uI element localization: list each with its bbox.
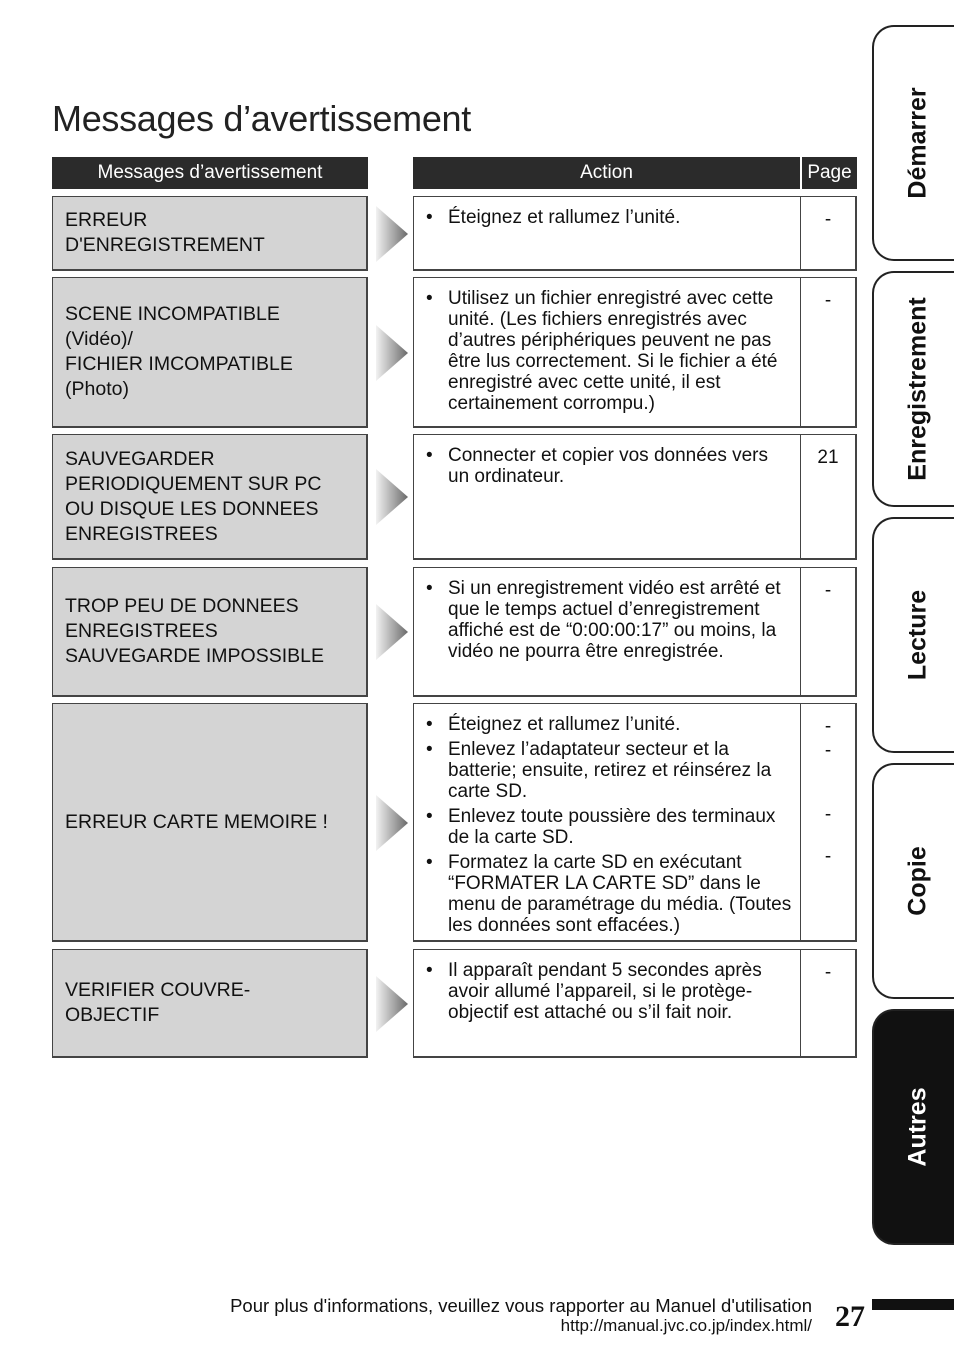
tab-demarrer[interactable] — [872, 25, 954, 261]
bullet-icon: • — [426, 445, 433, 466]
action-item — [424, 739, 793, 802]
message-line: ENREGISTREES — [65, 522, 218, 545]
bullet-icon: • — [426, 288, 433, 309]
arrow-right-icon — [374, 323, 410, 383]
page-cell — [800, 277, 857, 428]
tab-label: Démarrer — [903, 87, 932, 199]
action-item — [424, 806, 793, 848]
page-ref: - — [824, 846, 832, 867]
bullet-icon: • — [426, 960, 433, 981]
action-text: Connecter et copier vos données vers un ordinateur. — [448, 445, 769, 487]
action-text: Utilisez un fichier enregistré avec cette unité. (Les fichiers enregistrés avec d’autres périphériques peuvent ne pas être lus correctement. Si le fichier a été enregistré avec cette unité, il est certainement corrompu.) — [448, 288, 778, 414]
page-ref: - — [824, 290, 832, 311]
action-cell — [413, 949, 801, 1058]
page-ref: 21 — [817, 447, 839, 468]
bullet-icon: • — [426, 207, 433, 228]
action-item — [424, 445, 793, 487]
action-text: Enlevez toute poussière des terminaux de la carte SD. — [448, 806, 776, 848]
page-ref: - — [824, 716, 832, 737]
message-line: PERIODIQUEMENT SUR PC — [65, 472, 322, 495]
action-item — [424, 852, 793, 936]
header-action: Action — [413, 157, 800, 189]
action-text: Il apparaît pendant 5 secondes après avoir allumé l’appareil, si le protège-objectif est attaché ou s’il fait noir. — [448, 960, 762, 1023]
tab-autres[interactable] — [872, 1009, 954, 1245]
message-line: OBJECTIF — [65, 1004, 160, 1026]
message-line: SAUVEGARDE IMPOSSIBLE — [65, 645, 324, 667]
page-number-bar — [872, 1299, 954, 1310]
action-cell — [413, 703, 801, 942]
arrow-right-icon — [374, 974, 410, 1034]
action-cell — [413, 567, 801, 697]
warning-message — [52, 434, 368, 560]
tab-label: Enregistrement — [903, 297, 932, 481]
page-ref: - — [824, 209, 832, 230]
page-cell — [800, 567, 857, 697]
page-number: 27 — [835, 1300, 865, 1333]
bullet-icon: • — [426, 714, 433, 735]
message-line: FICHIER IMCOMPATIBLE — [65, 353, 293, 375]
tab-enregistrement[interactable] — [872, 271, 954, 507]
arrow-right-icon — [374, 467, 410, 527]
message-line: OU DISQUE LES DONNEES — [65, 497, 319, 520]
warning-message — [52, 703, 368, 942]
warning-message — [52, 567, 368, 697]
header-page: Page — [801, 157, 857, 189]
tab-lecture[interactable] — [872, 517, 954, 753]
action-item — [424, 578, 793, 662]
page-cell — [800, 196, 857, 271]
warning-message — [52, 949, 368, 1058]
page-cell — [800, 949, 857, 1058]
message-line: ERREUR CARTE MEMOIRE ! — [65, 810, 328, 833]
message-line: (Vidéo)/ — [65, 328, 133, 350]
action-cell — [413, 277, 801, 428]
message-line: ENREGISTREES — [65, 620, 218, 642]
arrow-right-icon — [374, 793, 410, 853]
action-text: Formatez la carte SD en exécutant “FORMATER LA CARTE SD” dans le menu de paramétrage du média. (Toutes les données sont effacées.) — [448, 852, 792, 936]
action-item — [424, 207, 793, 228]
footer-info: Pour plus d'informations, veuillez vous rapporter au Manuel d'utilisation — [230, 1295, 812, 1316]
page-ref: - — [824, 804, 832, 825]
page-ref: - — [824, 580, 832, 601]
tab-copie[interactable] — [872, 763, 954, 999]
page-ref: - — [824, 962, 832, 983]
message-line: (Photo) — [65, 378, 129, 400]
action-text: Éteignez et rallumez l’unité. — [448, 714, 681, 735]
message-line: D'ENREGISTREMENT — [65, 234, 265, 256]
page-ref: - — [824, 740, 832, 761]
action-text: Si un enregistrement vidéo est arrêté et que le temps actuel d’enregistrement affiché est de “0:00:00:17” ou moins, la vidéo ne pourra être enregistrée. — [448, 578, 781, 662]
action-text: Éteignez et rallumez l’unité. — [448, 207, 681, 228]
tab-label: Lecture — [903, 589, 932, 681]
footer-url[interactable]: http://manual.jvc.co.jp/index.html/ — [560, 1316, 812, 1335]
action-item — [424, 960, 793, 1023]
warning-message — [52, 277, 368, 428]
page-title: Messages d’avertissement — [52, 98, 471, 139]
message-line: SCENE INCOMPATIBLE — [65, 303, 280, 325]
header-messages: Messages d’avertissement — [52, 157, 368, 189]
message-line: ERREUR — [65, 209, 148, 231]
bullet-icon: • — [426, 578, 433, 599]
action-text: Enlevez l’adaptateur secteur et la batterie; ensuite, retirez et réinsérez la carte SD. — [448, 739, 772, 802]
message-line: VERIFIER COUVRE- — [65, 979, 251, 1001]
arrow-right-icon — [374, 204, 410, 264]
action-cell — [413, 434, 801, 560]
warning-message — [52, 196, 368, 271]
arrow-right-icon — [374, 602, 410, 662]
action-item — [424, 714, 793, 735]
page-cell — [800, 434, 857, 560]
bullet-icon: • — [426, 806, 433, 827]
message-line: TROP PEU DE DONNEES — [65, 595, 299, 617]
message-line: SAUVEGARDER — [65, 447, 215, 470]
action-cell — [413, 196, 801, 271]
bullet-icon: • — [426, 852, 433, 873]
action-item — [424, 288, 793, 414]
tab-label: Autres — [903, 1087, 932, 1167]
bullet-icon: • — [426, 739, 433, 760]
tab-label: Copie — [903, 846, 932, 916]
page-cell — [800, 703, 857, 942]
